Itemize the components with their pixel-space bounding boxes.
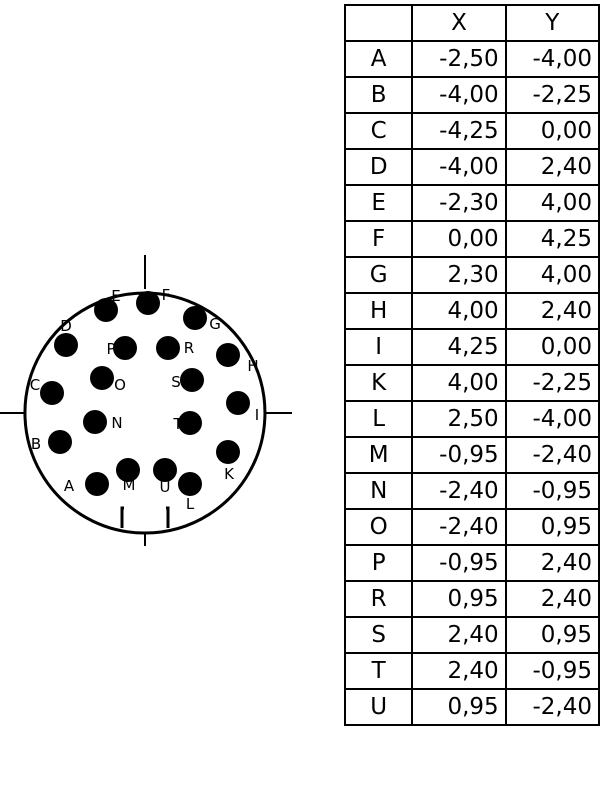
cell-x: -2,50	[412, 41, 505, 77]
cell-x: -2,40	[412, 473, 505, 509]
pin-label-B: B	[30, 435, 42, 453]
cell-y: 2,40	[506, 545, 599, 581]
cell-key: M	[345, 437, 412, 473]
pin-label-N: N	[111, 414, 123, 432]
pin-contact-P	[113, 336, 137, 360]
table-row	[345, 293, 599, 329]
cell-x: 0,95	[412, 689, 505, 725]
coordinate-table	[344, 4, 600, 726]
table-row	[345, 257, 599, 293]
cell-key: R	[345, 581, 412, 617]
cell-key: N	[345, 473, 412, 509]
pin-label-S: S	[171, 373, 181, 391]
cell-key: C	[345, 113, 412, 149]
cell-y: 0,00	[506, 113, 599, 149]
cell-key: A	[345, 41, 412, 77]
cell-x: -4,00	[412, 77, 505, 113]
pin-label-G: G	[209, 315, 221, 333]
cell-x: -2,30	[412, 185, 505, 221]
table-row	[345, 545, 599, 581]
cell-x: 4,00	[412, 365, 505, 401]
cell-y: 0,00	[506, 329, 599, 365]
pin-contact-K	[216, 440, 240, 464]
cell-y: -2,25	[506, 365, 599, 401]
table-row	[345, 437, 599, 473]
cell-key: G	[345, 257, 412, 293]
cell-y: 0,95	[506, 509, 599, 545]
cell-x: 2,30	[412, 257, 505, 293]
pin-label-I: I	[254, 406, 260, 424]
cell-y: -2,40	[506, 437, 599, 473]
header-key	[345, 5, 412, 41]
table-row	[345, 473, 599, 509]
cell-key: O	[345, 509, 412, 545]
cell-key: E	[345, 185, 412, 221]
cell-key: H	[345, 293, 412, 329]
cell-x: 4,25	[412, 329, 505, 365]
cell-y: -0,95	[506, 473, 599, 509]
pin-label-U: U	[159, 478, 171, 496]
pin-contact-F	[136, 291, 160, 315]
pin-label-M: M	[122, 476, 136, 494]
pin-label-F: F	[161, 286, 171, 304]
pin-contact-N	[83, 410, 107, 434]
pin-label-E: E	[111, 287, 121, 305]
pin-contact-C	[40, 381, 64, 405]
pin-contact-L	[178, 472, 202, 496]
pin-contact-O	[90, 366, 114, 390]
cell-y: -4,00	[506, 41, 599, 77]
cell-y: -0,95	[506, 653, 599, 689]
pin-contact-H	[216, 343, 240, 367]
table-row	[345, 365, 599, 401]
cell-key: K	[345, 365, 412, 401]
pin-label-A: A	[63, 477, 75, 495]
table-header-row	[345, 5, 599, 41]
cell-x: 2,40	[412, 653, 505, 689]
cell-key: D	[345, 149, 412, 185]
table-row	[345, 581, 599, 617]
cell-x: -0,95	[412, 545, 505, 581]
cell-x: 0,00	[412, 221, 505, 257]
cell-y: 2,40	[506, 149, 599, 185]
table-row	[345, 689, 599, 725]
pin-label-P: P	[106, 340, 116, 358]
header-x: X	[412, 5, 505, 41]
cell-x: 4,00	[412, 293, 505, 329]
table-row	[345, 77, 599, 113]
cell-x: -2,40	[412, 509, 505, 545]
cell-y: 2,40	[506, 293, 599, 329]
table-row	[345, 185, 599, 221]
header-y: Y	[506, 5, 599, 41]
cell-y: -4,00	[506, 401, 599, 437]
pin-label-O: O	[114, 376, 126, 394]
cell-y: 4,00	[506, 257, 599, 293]
cell-x: -4,25	[412, 113, 505, 149]
cell-key: T	[345, 653, 412, 689]
table-row	[345, 617, 599, 653]
pin-contact-G	[183, 306, 207, 330]
table-row	[345, 149, 599, 185]
pin-label-L: L	[185, 495, 195, 513]
table-body	[345, 41, 599, 725]
cell-key: B	[345, 77, 412, 113]
pin-label-D: D	[60, 317, 72, 335]
table-row	[345, 221, 599, 257]
table-row	[345, 41, 599, 77]
table-row	[345, 113, 599, 149]
pin-contact-S	[180, 368, 204, 392]
cell-y: 2,40	[506, 581, 599, 617]
cell-x: 2,40	[412, 617, 505, 653]
cell-x: -4,00	[412, 149, 505, 185]
cell-y: 4,00	[506, 185, 599, 221]
cell-y: -2,25	[506, 77, 599, 113]
pin-contact-B	[48, 430, 72, 454]
cell-y: -2,40	[506, 689, 599, 725]
pin-contact-A	[85, 472, 109, 496]
cell-key: L	[345, 401, 412, 437]
pin-contact-I	[226, 391, 250, 415]
pin-label-C: C	[29, 376, 41, 394]
table-row	[345, 653, 599, 689]
pin-label-H: H	[247, 357, 259, 375]
cell-key: P	[345, 545, 412, 581]
cell-y: 4,25	[506, 221, 599, 257]
table-row	[345, 401, 599, 437]
table-row	[345, 509, 599, 545]
cell-x: 2,50	[412, 401, 505, 437]
cell-key: S	[345, 617, 412, 653]
cell-x: 0,95	[412, 581, 505, 617]
pin-label-K: K	[224, 465, 234, 483]
cell-key: F	[345, 221, 412, 257]
cell-key: I	[345, 329, 412, 365]
pin-contact-D	[54, 333, 78, 357]
pin-contact-R	[156, 336, 180, 360]
pin-label-T: T	[173, 415, 183, 433]
cell-key: U	[345, 689, 412, 725]
table-row	[345, 329, 599, 365]
cell-x: -0,95	[412, 437, 505, 473]
cell-y: 0,95	[506, 617, 599, 653]
pin-label-R: R	[183, 339, 195, 357]
table-header	[345, 5, 599, 41]
